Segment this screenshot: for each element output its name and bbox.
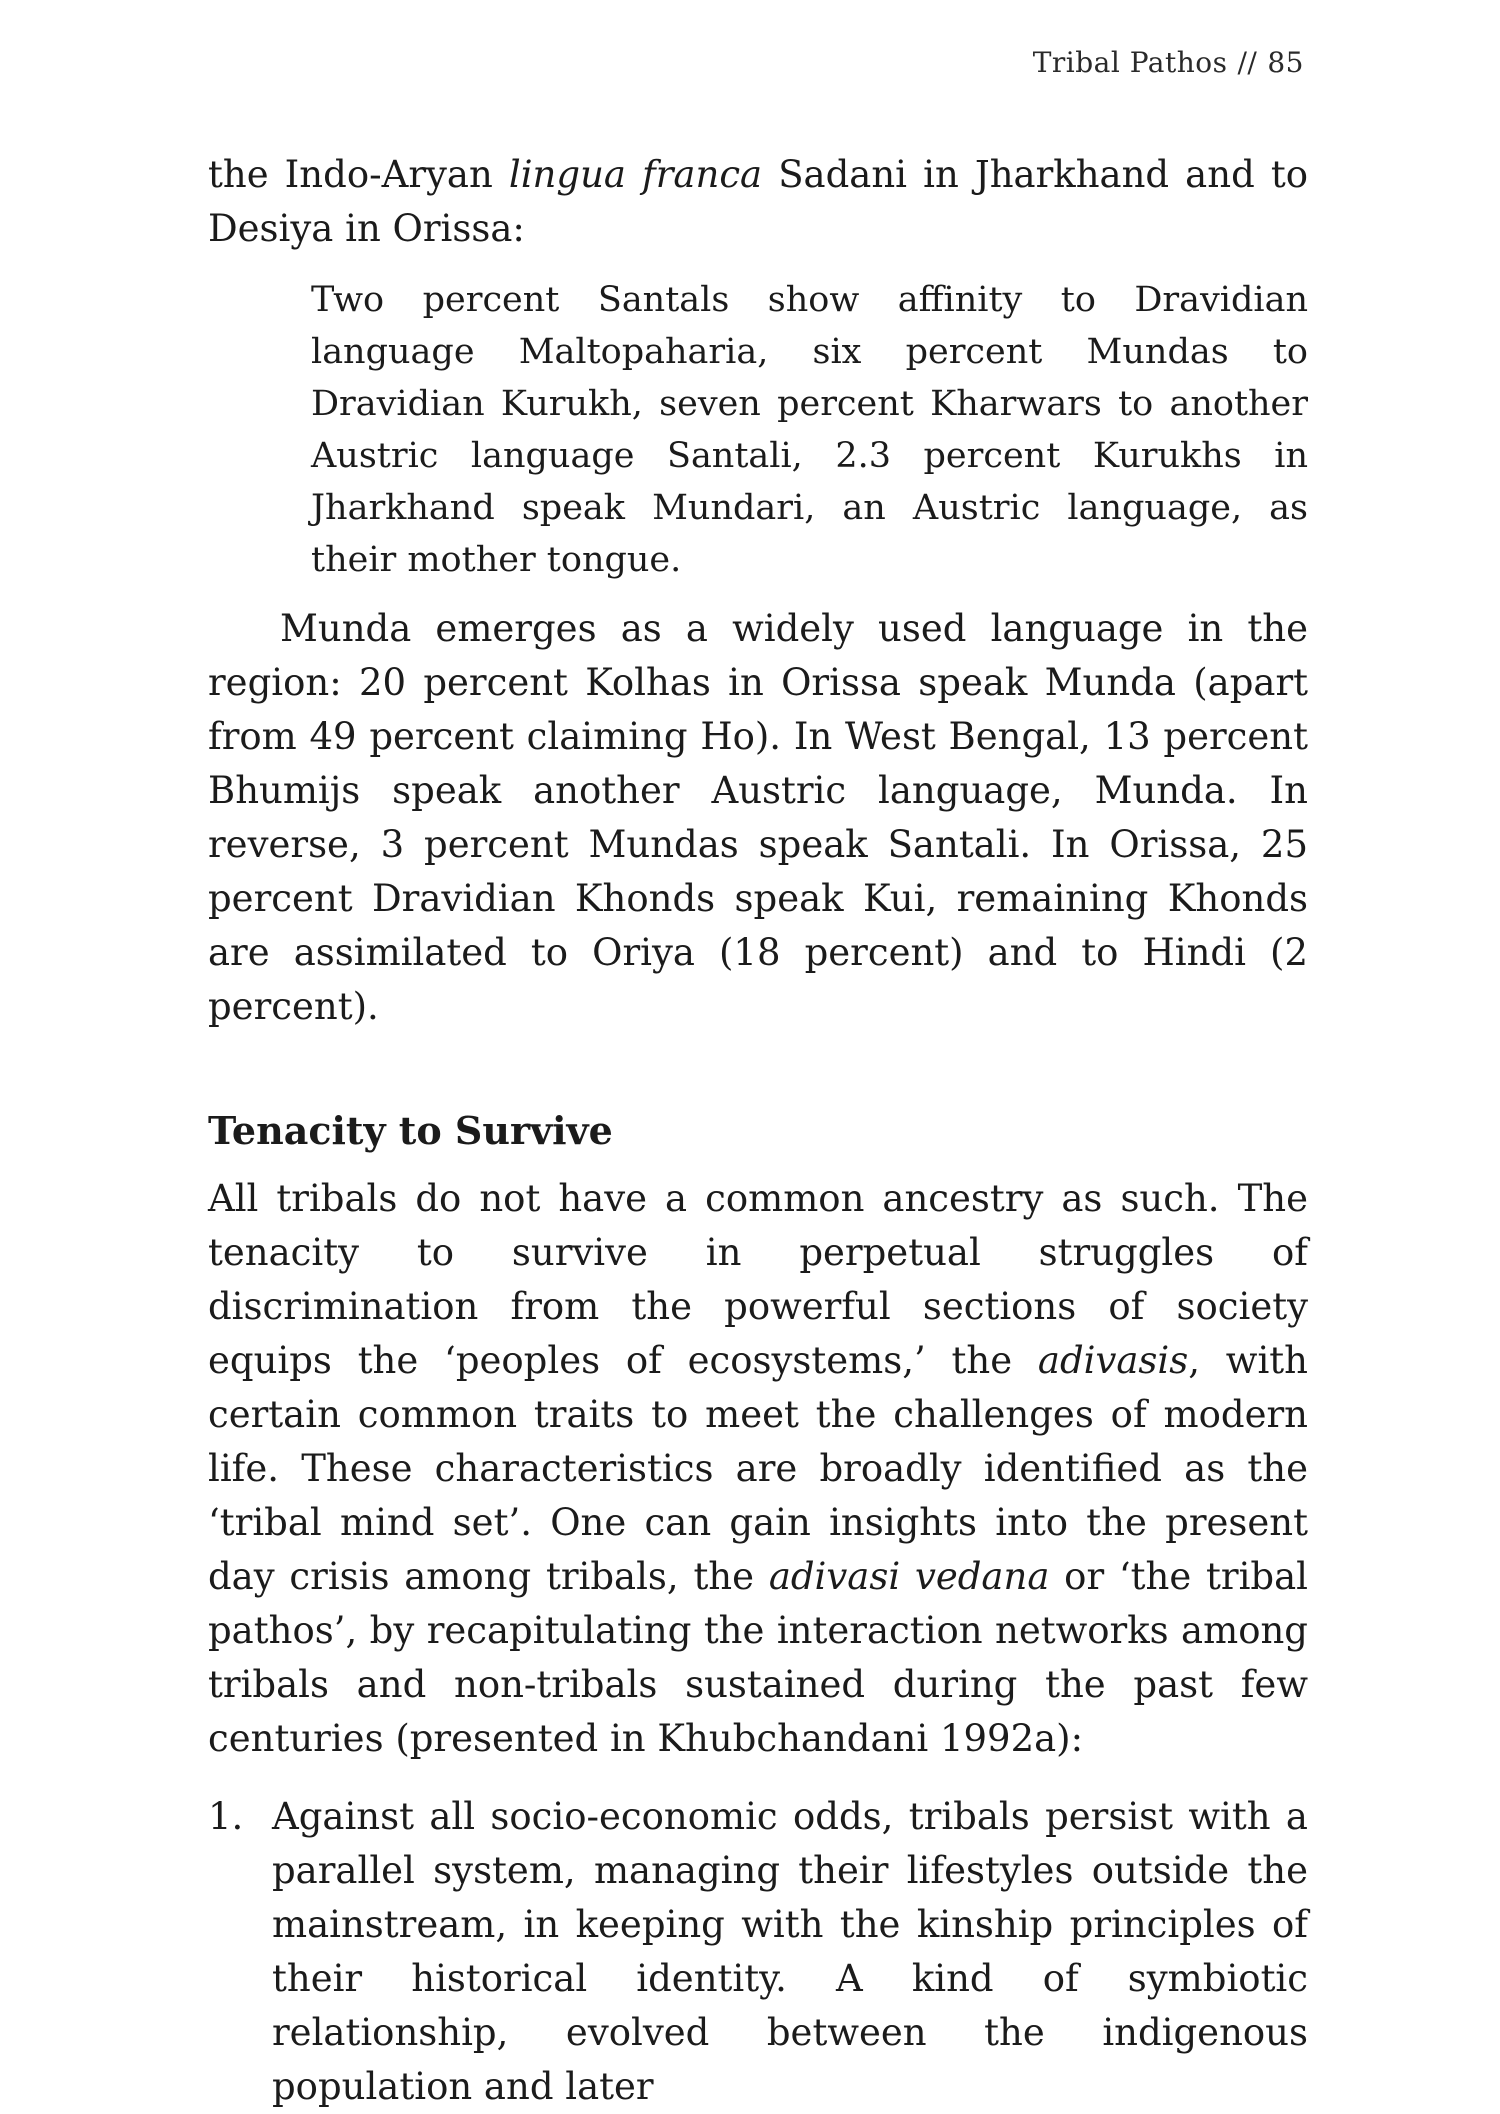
para3-italic-adivasi-vedana: adivasi vedana	[768, 1555, 1050, 1598]
paragraph-continuation	[208, 148, 1308, 256]
page-number: 85	[1267, 46, 1304, 79]
header-separator: //	[1237, 46, 1258, 79]
paragraph-tenacity	[208, 1172, 1308, 1766]
para3-text-c: or ‘the tribal pathos’, by recapitulating the interaction networks among tribals and non-tribals sustained during the past few centuries (presented in Khubchandani 1992a):	[208, 1555, 1308, 1760]
running-header	[1033, 46, 1304, 79]
numbered-list	[208, 1790, 1308, 2114]
list-item	[208, 1790, 1308, 2114]
paragraph-munda: Munda emerges as a widely used language in the region: 20 percent Kolhas in Orissa speak Munda (apart from 49 percent claiming Ho). In West Bengal, 13 percent Bhumijs speak another Austric language, Munda. In reverse, 3 percent Mundas speak Santali. In Orissa, 25 percent Dravidian Khonds speak Kui, remaining Khonds are assimilated to Oriya (18 percent) and to Hindi (2 percent).	[208, 607, 1308, 1028]
para1-italic-term: lingua franca	[508, 153, 763, 196]
section-heading: Tenacity to Survive	[208, 1108, 613, 1153]
block-quote: Two percent Santals show affinity to Dravidian language Maltopaharia, six percent Mundas to Dravidian Kurukh, seven percent Kharwars to another Austric language Santali, 2.3 percent Kurukhs in Jharkhand speak Mundari, an Austric language, as their mother tongue.	[311, 280, 1308, 580]
para3-italic-adivasis: adivasis	[1037, 1339, 1189, 1382]
running-title: Tribal Pathos	[1032, 46, 1228, 79]
para3-text-a: All tribals do not have a common ancestry as such. The tenacity to survive in perpetual struggles of discrimination from the powerful sections of society equips the ‘peoples of ecosystems,’ the	[208, 1177, 1308, 1382]
page-body	[208, 148, 1308, 2114]
list-item-text: Against all socio-economic odds, tribals persist with a parallel system, managing their lifestyles outside the mainstream, in keeping with the kinship principles of their historical identity. A kind of symbiotic relationship, evolved between the indigenous population and later	[272, 1795, 1308, 2108]
para1-text-b: Sadani in Jharkhand and to Desiya in Orissa:	[208, 153, 1308, 250]
para1-text-a: the Indo-Aryan	[208, 153, 509, 196]
para3-text-b: , with certain common traits to meet the challenges of modern life. These characteristics are broadly identified as the ‘tribal mind set’. One can gain insights into the present day crisis among tribals, the	[208, 1339, 1308, 1598]
list-item-number: 1.	[208, 1795, 244, 1838]
